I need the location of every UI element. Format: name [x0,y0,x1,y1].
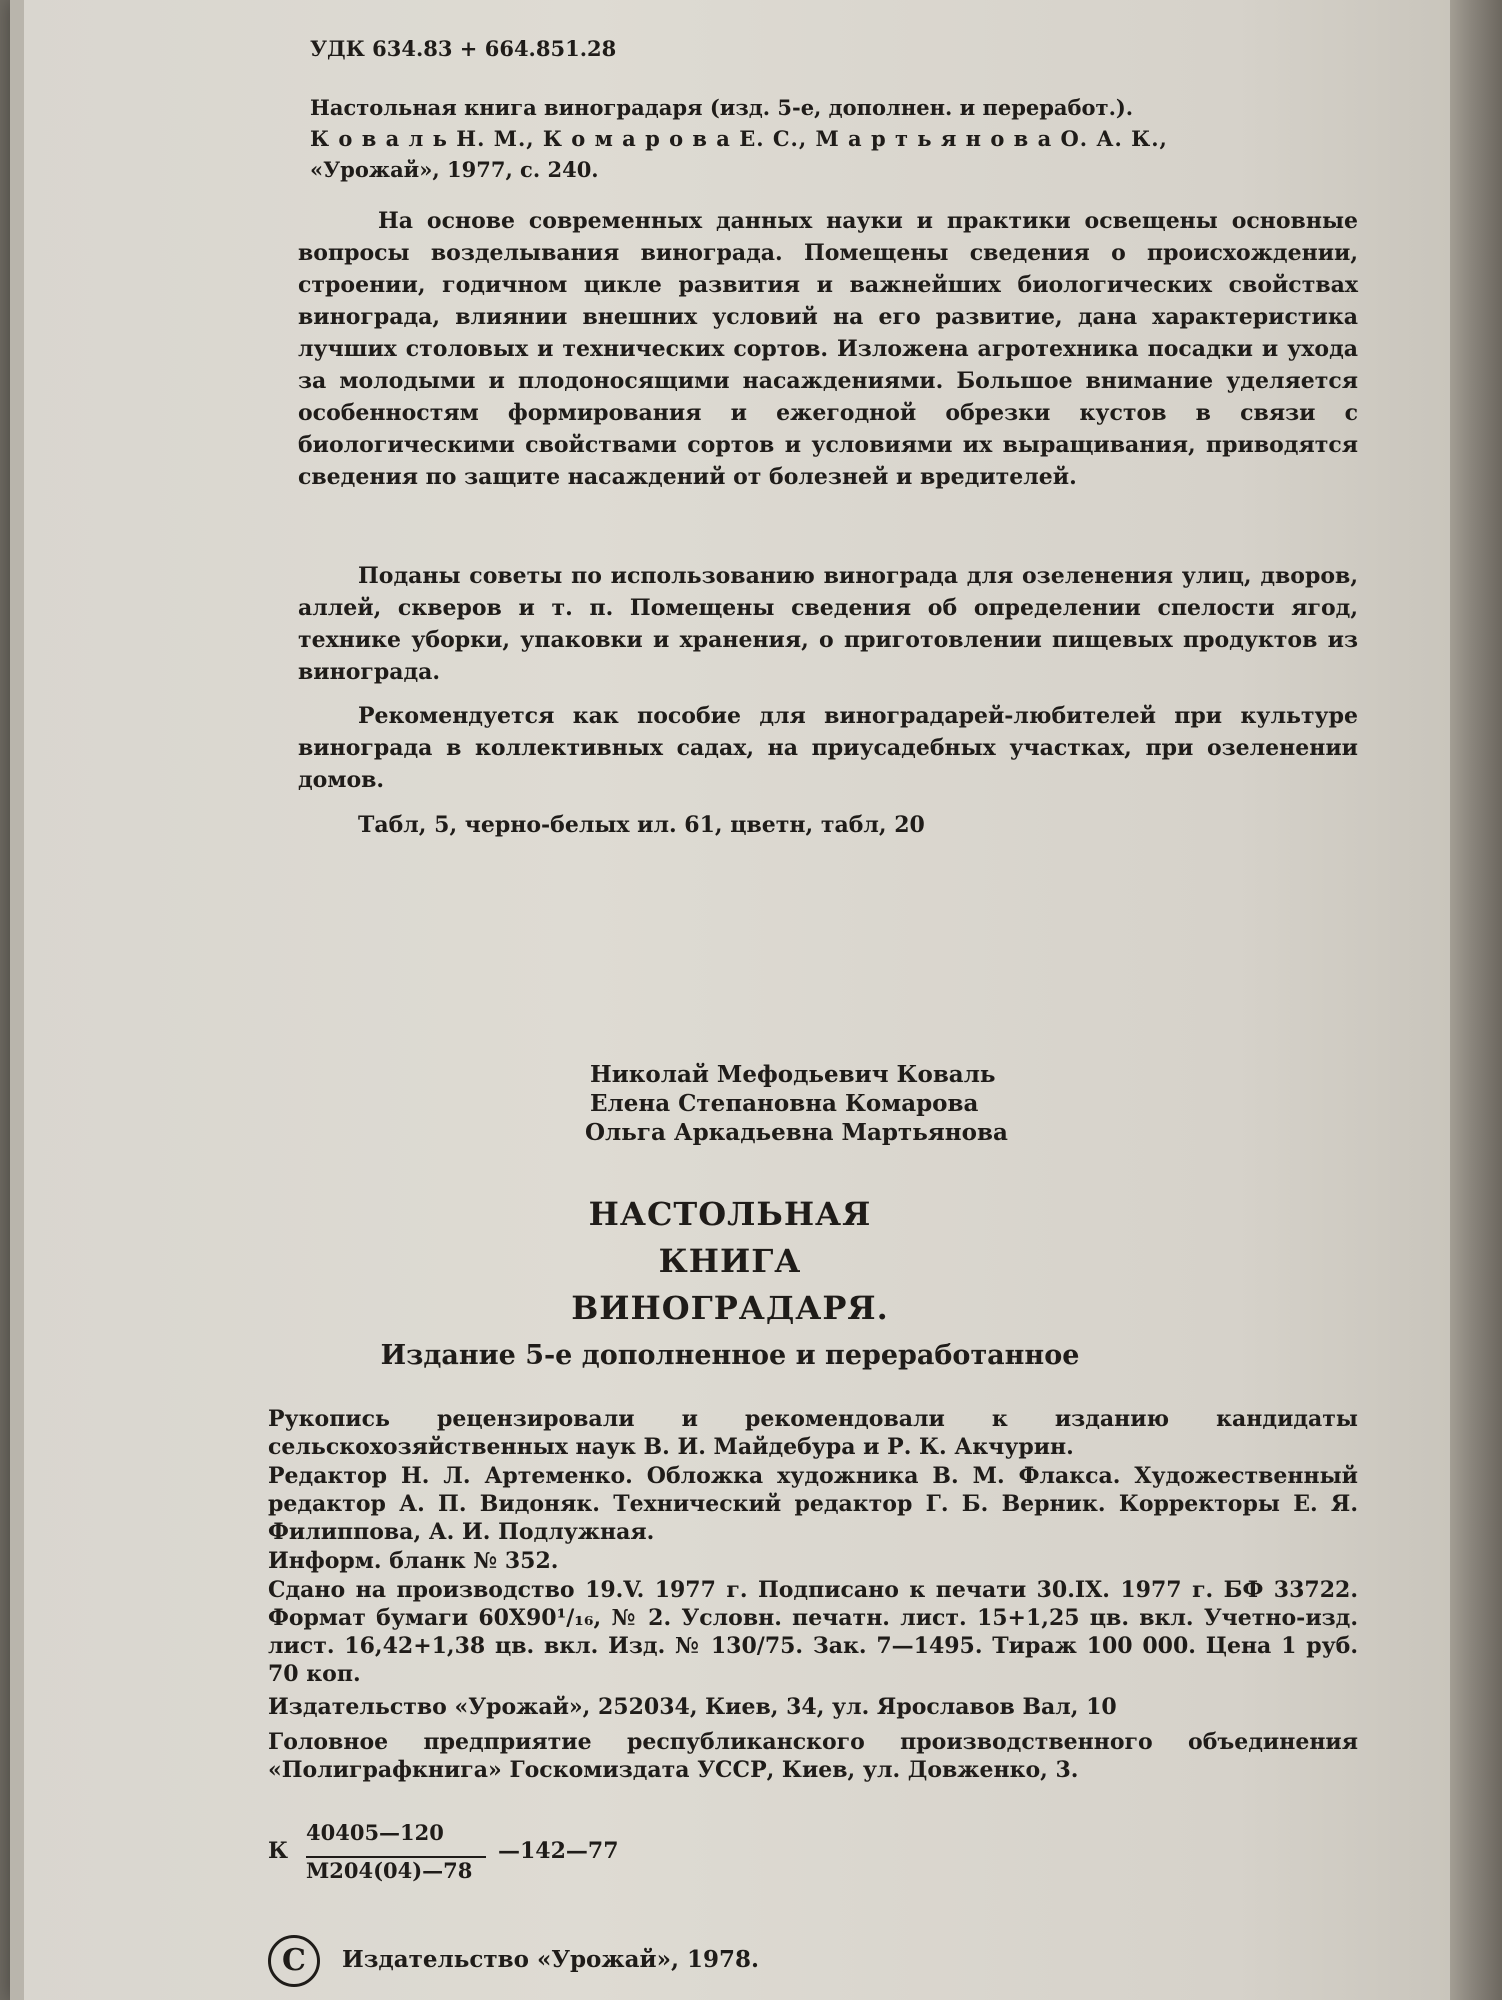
index-code-denominator: М204(04)—78 [306,1856,486,1883]
book-title-line-3: ВИНОГРАДАРЯ. [571,1289,889,1327]
imprint-reviewers: Рукопись рецензировали и рекомендовали к изданию кандидаты сельскохозяйственных наук В. И. Майдебура и Р. К. Акчурин. [268,1406,1358,1460]
imprint-production: Сдано на производство 19.V. 1977 г. Подписано к печати 30.IX. 1977 г. БФ 33722. Формат бумаги 60X90¹/₁₆, № 2. Условн. печатн. лист. 15+1,25 цв. вкл. Учетно-изд. лист. 16,42+1,38 цв. вкл. Изд. № 130/75. Зак. 7—1495. Тираж 100 000. Цена 1 руб. 70 коп. [268,1577,1358,1687]
copyright-line [268,1935,759,1987]
bib-line-publisher: «Урожай», 1977, с. 240. [310,157,599,182]
abstract-paragraph-2: Поданы советы по использованию винограда для озеленения улиц, дворов, аллей, скверов и т. п. Помещены сведения об определении спелости ягод, технике уборки, упаковки и хранения, о приготовлении пищевых продуктов из винограда. [298,563,1358,685]
index-code-suffix: —142—77 [498,1838,619,1864]
author-3: Ольга Аркадьевна Мартьянова [585,1119,1008,1146]
imprint-printer: Головное предприятие республиканского производственного объединения «Полиграфкнига» Госкомиздата УССР, Киев, ул. Довженко, 3. [268,1729,1358,1783]
imprint-publisher-address: Издательство «Урожай», 252034, Киев, 34, ул. Ярославов Вал, 10 [268,1694,1117,1720]
index-code-prefix: К [268,1838,289,1864]
book-title-line-1: НАСТОЛЬНАЯ [588,1195,872,1233]
udk-code: УДК 634.83 + 664.851.28 [310,36,617,61]
copyright-icon: C [268,1935,320,1987]
page-gutter [10,0,24,2000]
author-2: Елена Степановна Комарова [590,1090,979,1117]
edition-note: Издание 5-е дополненное и переработанное [380,1340,1080,1371]
page-edge-shadow [1450,0,1502,2000]
imprint-inform-blank: Информ. бланк № 352. [268,1548,559,1574]
copyright-text: Издательство «Урожай», 1978. [342,1946,759,1973]
bib-line-authors: К о в а л ь Н. М., К о м а р о в а Е. С., М а р т ь я н о в а О. А. К., [310,126,1168,151]
index-code-numerator: 40405—120 [306,1820,444,1845]
author-1: Николай Мефодьевич Коваль [590,1061,996,1088]
book-page [10,0,1450,2000]
imprint-editors: Редактор Н. Л. Артеменко. Обложка художника В. М. Флакса. Художественный редактор А. П. Видоняк. Технический редактор Г. Б. Верник. Корректоры Е. Я. Филиппова, А. И. Подлужная. [268,1463,1358,1545]
illustration-count: Табл, 5, черно-белых ил. 61, цветн, табл, 20 [358,812,925,838]
book-title-line-2: КНИГА [658,1242,802,1280]
abstract-paragraph-1: На основе современных данных науки и практики освещены основные вопросы возделывания винограда. Помещены сведения о происхождении, строении, годичном цикле развития и важнейших биологических свойствах винограда, влиянии внешних условий на его развитие, дана характеристика лучших столовых и технических сортов. Изложена агротехника посадки и ухода за молодыми и плодоносящими насаждениями. Большое внимание уделяется особенностям формирования и ежегодной обрезки кустов в связи с биологическими свойствами сортов и условиями их выращивания, приводятся сведения по защите насаждений от болезней и вредителей. [298,208,1358,490]
bib-line-title: Настольная книга виноградаря (изд. 5-е, дополнен. и переработ.). [310,95,1134,120]
abstract-paragraph-3: Рекомендуется как пособие для виноградарей-любителей при культуре винограда в коллективных садах, на приусадебных участках, при озеленении домов. [298,703,1358,793]
